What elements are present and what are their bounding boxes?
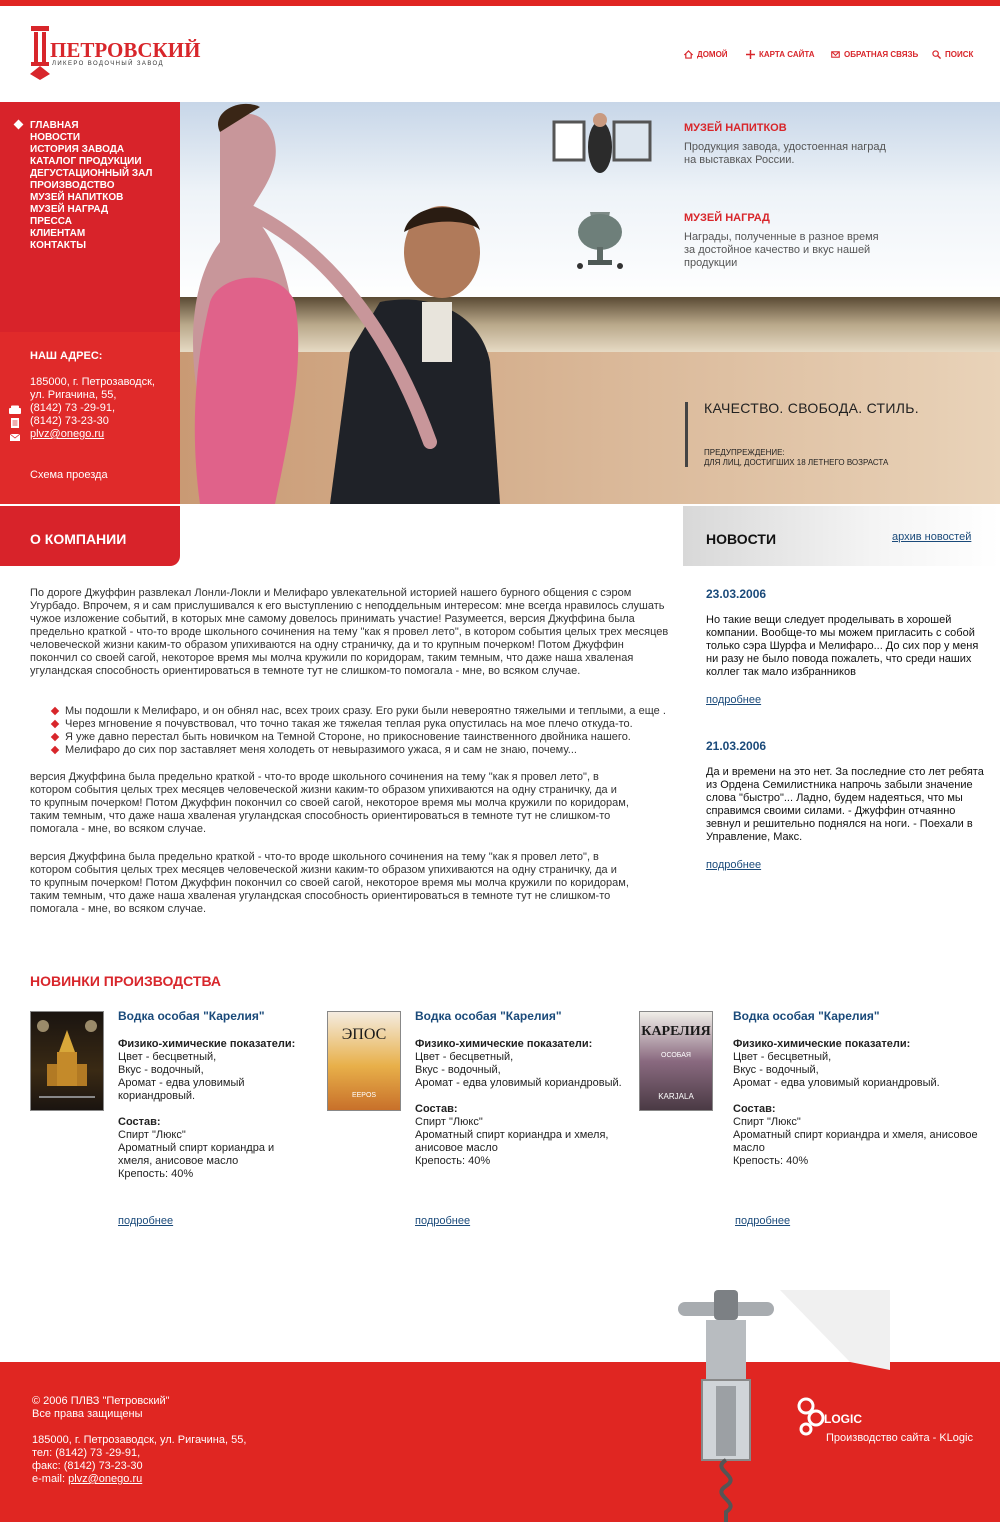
- spec-aroma: Аромат - едва уловимый кориандровый.: [118, 1077, 245, 1102]
- karelia-label-sub: ОСОБАЯ: [661, 1052, 691, 1059]
- main-menu: [30, 120, 152, 252]
- about-section-title: О КОМПАНИИ: [30, 531, 127, 547]
- logo-wordmark: ПЕТРОВСКИЙ: [50, 38, 201, 62]
- list-item: Мелифаро до сих пор заставляет меня холодеть от невыразимого ужаса, я и сам не знаю, почему...: [52, 744, 666, 757]
- menu-item-contacts[interactable]: КОНТАКТЫ: [30, 240, 87, 251]
- age-warning-title: ПРЕДУПРЕЖДЕНИЕ:: [704, 448, 785, 457]
- nav-search-link[interactable]: [932, 50, 973, 59]
- epos-label-sub: EEPOS: [351, 1092, 377, 1099]
- address-line2: ул. Ригачина, 55,: [30, 389, 117, 401]
- composition-strength: Крепость: 40%: [118, 1168, 194, 1180]
- gears-icon: [796, 1396, 826, 1436]
- composition-spirit: Спирт "Люкс": [118, 1129, 186, 1141]
- awards-museum-text: Награды, полученные в разное время за достойное качество и вкус нашей продукции: [684, 231, 879, 269]
- menu-item-awards-museum[interactable]: МУЗЕЙ НАГРАД: [30, 204, 109, 215]
- footer-rights: Все права защищены: [32, 1408, 143, 1420]
- karelia-label-title: КАРЕЛИЯ: [641, 1024, 711, 1039]
- mail-icon: [8, 432, 22, 442]
- footer-copyright: © 2006 ПЛВЗ "Петровский": [32, 1395, 170, 1407]
- menu-item-tasting-hall[interactable]: ДЕГУСТАЦИОННЫЙ ЗАЛ: [30, 168, 153, 179]
- product-title-2[interactable]: Водка особая "Карелия": [415, 1009, 562, 1023]
- top-red-bar: [0, 0, 1000, 6]
- nav-sitemap-label: КАРТА САЙТА: [759, 50, 815, 59]
- nav-sitemap-link[interactable]: [746, 50, 815, 59]
- composition-heading: Состав:: [733, 1103, 776, 1115]
- menu-item-history[interactable]: ИСТОРИЯ ЗАВОДА: [30, 144, 125, 155]
- nav-search-label: ПОИСК: [945, 50, 974, 59]
- spec-color: Цвет - бесцветный,: [733, 1051, 832, 1063]
- corkscrew-illustration: [670, 1290, 890, 1522]
- menu-item-catalog[interactable]: КАТАЛОГ ПРОДУКЦИИ: [30, 156, 142, 167]
- spec-color: Цвет - бесцветный,: [415, 1051, 514, 1063]
- about-section-tab: [0, 506, 180, 566]
- spec-taste: Вкус - водочный,: [415, 1064, 501, 1076]
- footer-text: [32, 1395, 246, 1486]
- address-line1: 185000, г. Петрозаводск,: [30, 376, 155, 388]
- footer-email-label: e-mail:: [32, 1473, 66, 1485]
- sitemap-icon: [746, 50, 755, 59]
- list-item: Я уже давно перестал быть новичком на Темной Стороне, но прикосновение таинственного двойника нашего.: [52, 731, 666, 744]
- product-more-link-3[interactable]: подробнее: [735, 1215, 791, 1227]
- logo-subtitle: ЛИКЕРО ВОДОЧНЫЙ ЗАВОД: [52, 61, 164, 67]
- news-date-2: 21.03.2006: [706, 739, 767, 753]
- specs-heading: Физико-химические показатели:: [415, 1038, 593, 1050]
- nav-feedback-label: ОБРАТНАЯ СВЯЗЬ: [844, 50, 919, 59]
- fax-icon: [8, 418, 22, 428]
- specs-heading: Физико-химические показатели:: [118, 1038, 296, 1050]
- product-more-link-2[interactable]: подробнее: [415, 1215, 471, 1227]
- composition-aroma: Ароматный спирт кориандра и хмеля, анисовое масло: [415, 1129, 609, 1154]
- news-text-2: Да и времени на это нет. За последние сто лет ребята из Ордена Семилистника напрочь забыли значение слова "быстро"... Ладно, будем надеяться, что мы справимся своими силами. - Джуффин отчаянно зевнул и решительно поднялся на ноги. - Поехали в Управление, Макс.: [706, 766, 984, 843]
- footer-email-link[interactable]: plvz@onego.ru: [68, 1473, 143, 1485]
- crown-logo-icon: [28, 26, 52, 80]
- age-warning-text: ДЛЯ ЛИЦ, ДОСТИГШИХ 18 ЛЕТНЕГО ВОЗРАСТА: [704, 458, 889, 467]
- karjala-label: KARJALA: [658, 1092, 694, 1101]
- specs-heading: Физико-химические показатели:: [733, 1038, 911, 1050]
- about-paragraph-1: По дороге Джуффин развлекал Лонли-Локли и Мелифаро увлекательной историей нашего бурного общения с сэром Угурбадо. Впрочем, я и сам прислушивался к его выступлению с неподдельным интересом: мне всегда нравилось слушать чужое изложение событий, в которых мне самому довелось принимать участие! Разумеется, версия Джуффина была предельно краткой - что-то вроде школьного сочинения на тему "как я провел лето", в котором события целых трех месяцев человеческой жизни каким-то образом упихиваются на одну страничку, да и то крупным почерком! Потом Джуффин покончил со своей сагой, некоторое время мы молча кружили по коридорам, таким темным, что даже наша хваленая угуландская способность ориентироваться в темноте тут не слишком-то помогала - мне, во всяком случае.: [30, 587, 669, 677]
- news-more-link-1[interactable]: подробнее: [706, 694, 762, 706]
- address-block: [30, 376, 155, 441]
- product-title-3[interactable]: Водка особая "Карелия": [733, 1009, 880, 1023]
- product-specs-1: [118, 1038, 308, 1181]
- logo-link[interactable]: [28, 24, 201, 82]
- about-paragraph-3: версия Джуффина была предельно краткой - что-то вроде школьного сочинения на тему "как я провел лето", в котором события целых трех месяцев человеческой жизни каким-то образом упихиваются на одну страничку, да и то крупным почерком! Потом Джуффин покончил со своей сагой, некоторое время мы молча кружили по коридорам, таким темным, что даже наша хваленая угуландская способность ориентироваться в темноте тут не слишком-то помогала - мне, во всяком случае.: [30, 851, 629, 915]
- spec-aroma: Аромат - едва уловимый кориандровый.: [733, 1077, 940, 1089]
- hero-slogan: КАЧЕСТВО. СВОБОДА. СТИЛЬ.: [704, 400, 919, 416]
- home-icon: [684, 50, 693, 59]
- composition-heading: Состав:: [415, 1103, 458, 1115]
- footer-fax: факс: (8142) 73-23-30: [32, 1460, 143, 1472]
- menu-item-clients[interactable]: КЛИЕНТАМ: [30, 228, 86, 239]
- spec-aroma: Аромат - едва уловимый кориандровый.: [415, 1077, 622, 1089]
- nav-home-label: ДОМОЙ: [697, 50, 728, 59]
- footer-address: 185000, г. Петрозаводск, ул. Ригачина, 55,: [32, 1434, 247, 1446]
- developer-credit: Производство сайта - KLogic: [826, 1432, 973, 1444]
- product-title-1[interactable]: Водка особая "Карелия": [118, 1009, 265, 1023]
- about-paragraph-2: версия Джуффина была предельно краткой - что-то вроде школьного сочинения на тему "как я провел лето", в котором события целых трех месяцев человеческой жизни каким-то образом упихиваются на одну страничку, да и то крупным почерком! Потом Джуффин покончил со своей сагой, некоторое время мы молча кружили по коридорам, таким темным, что даже наша хваленая угуландская способность ориентироваться в темноте тут не слишком-то помогала - мне, во всяком случае.: [30, 771, 629, 835]
- menu-item-press[interactable]: ПРЕССА: [30, 216, 72, 227]
- phone-icon: [8, 405, 22, 415]
- address-phone: (8142) 73 -29-91,: [30, 402, 115, 414]
- product-image-1[interactable]: [30, 1011, 104, 1111]
- product-more-link-1[interactable]: подробнее: [118, 1215, 174, 1227]
- menu-item-home[interactable]: ГЛАВНАЯ: [30, 120, 79, 131]
- drinks-museum-title[interactable]: МУЗЕЙ НАПИТКОВ: [684, 122, 787, 134]
- composition-aroma: Ароматный спирт кориандра и хмеля, анисовое масло: [118, 1142, 275, 1167]
- spec-taste: Вкус - водочный,: [118, 1064, 204, 1076]
- list-item: Мы подошли к Мелифаро, и он обнял нас, всех троих сразу. Его руки были невероятно тяжелыми и теплыми, а еще .: [52, 705, 666, 718]
- spec-taste: Вкус - водочный,: [733, 1064, 819, 1076]
- search-icon: [932, 50, 941, 59]
- nav-feedback-link[interactable]: [831, 50, 918, 59]
- product-specs-2: [415, 1038, 635, 1168]
- news-date-1: 23.03.2006: [706, 587, 767, 601]
- product-specs-3: [733, 1038, 988, 1168]
- church-label-icon: [31, 1012, 103, 1110]
- menu-item-news[interactable]: НОВОСТИ: [30, 132, 81, 143]
- klogic-wordmark: LOGIC: [824, 1412, 862, 1426]
- composition-spirit: Спирт "Люкс": [415, 1116, 483, 1128]
- spec-color: Цвет - бесцветный,: [118, 1051, 217, 1063]
- composition-strength: Крепость: 40%: [415, 1155, 491, 1167]
- menu-item-production[interactable]: ПРОИЗВОДСТВО: [30, 180, 115, 191]
- news-more-link-2[interactable]: подробнее: [706, 859, 762, 871]
- list-item: Через мгновение я почувствовал, что точно такая же тяжелая теплая рука опустилась на мое плечо откуда-то.: [52, 718, 666, 731]
- nav-home-link[interactable]: [684, 50, 728, 59]
- footer-phone: тел: (8142) 73 -29-91,: [32, 1447, 141, 1459]
- composition-heading: Состав:: [118, 1116, 161, 1128]
- address-title: НАШ АДРЕС:: [30, 350, 103, 362]
- news-archive-link[interactable]: архив новостей: [892, 531, 972, 543]
- menu-item-drinks-museum[interactable]: МУЗЕЙ НАПИТКОВ: [30, 192, 124, 203]
- address-email-link[interactable]: plvz@onego.ru: [30, 428, 105, 440]
- route-scheme-link[interactable]: Схема проезда: [30, 469, 108, 481]
- age-warning: [704, 448, 888, 468]
- product-image-2[interactable]: [327, 1011, 401, 1111]
- epos-label-title: ЭПОС: [341, 1026, 387, 1043]
- envelope-icon: [831, 50, 840, 59]
- awards-museum-title[interactable]: МУЗЕЙ НАГРАД: [684, 212, 770, 224]
- about-bullet-list: [52, 705, 666, 757]
- klogic-logo-link[interactable]: [796, 1396, 862, 1439]
- drinks-museum-text: Продукция завода, удостоенная наград на выставках России.: [684, 141, 886, 166]
- composition-strength: Крепость: 40%: [733, 1155, 809, 1167]
- composition-aroma: Ароматный спирт кориандра и хмеля, анисовое масло: [733, 1129, 978, 1154]
- address-fax: (8142) 73-23-30: [30, 415, 109, 427]
- product-image-3[interactable]: [639, 1011, 713, 1111]
- news-section-title: НОВОСТИ: [706, 531, 777, 547]
- composition-spirit: Спирт "Люкс": [733, 1116, 801, 1128]
- products-heading: НОВИНКИ ПРОИЗВОДСТВА: [30, 973, 221, 989]
- news-text-1: Но такие вещи следует проделывать в хорошей компании. Вообще-то мы можем пригласить с собой только сэра Шурфа и Мелифаро... До сих пор у меня ни разу не было повода пожалеть, что среди наших коллег так мало избранников: [706, 614, 979, 678]
